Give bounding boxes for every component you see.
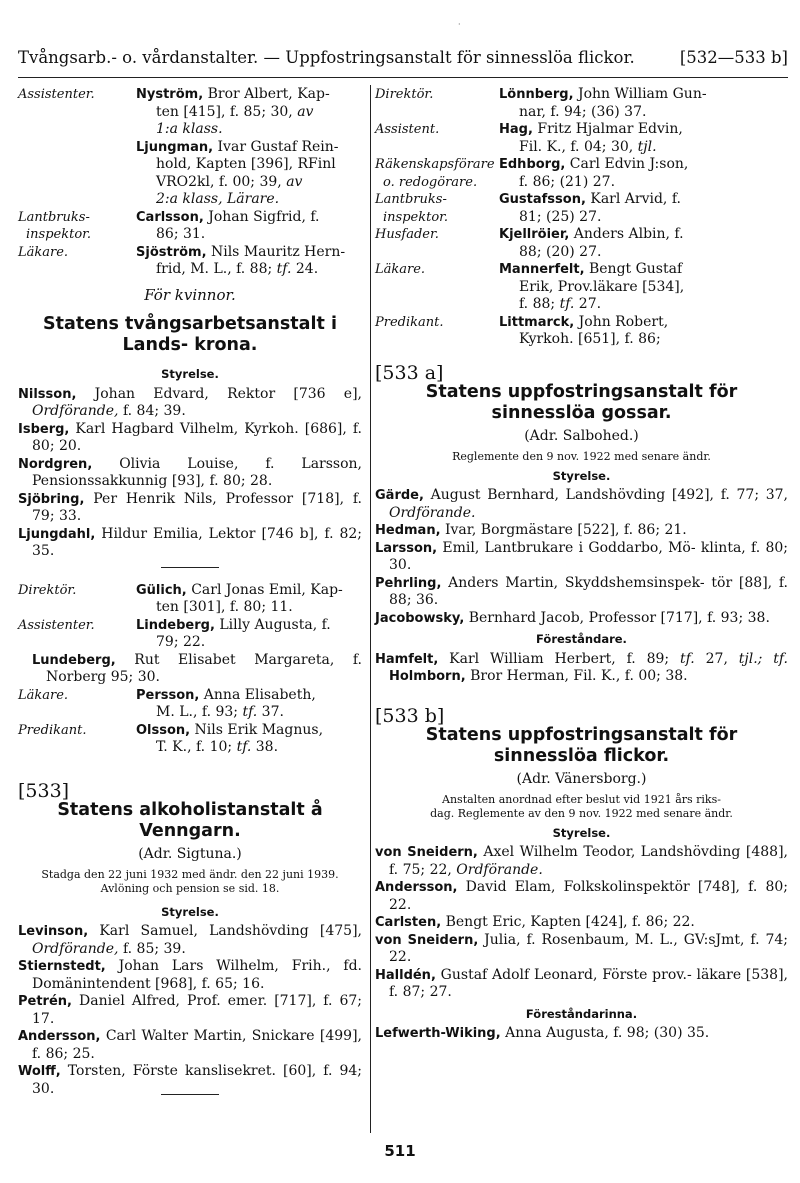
- lantbruk-row: Lantbruks- inspektor. Carlsson, Johan Sigfrid, f. 86; 31.: [18, 208, 320, 242]
- r-lakare-row: Läkare. Mannerfelt, Bengt Gustaf Erik, Prov.läkare [534], f. 88; tf. 27.: [375, 261, 685, 312]
- assistenter2-row: Assistenter. Lindeberg, Lilly Augusta, f. 79; 22.: [18, 616, 331, 650]
- name-nilsson: Nilsson,: [18, 386, 77, 402]
- name-nordgren: Nordgren,: [18, 456, 93, 472]
- name-gustafsson: Gustafsson,: [499, 192, 586, 207]
- r-direktor-row: Direktör. Lönnberg, John William Gun- nar, f. 94; (36) 37.: [375, 86, 707, 120]
- name-sjobring: Sjöbring,: [18, 491, 85, 507]
- name-littmarck: Littmarck,: [499, 314, 575, 330]
- name-andersson-david: Andersson,: [375, 880, 458, 895]
- vanersborg-note-1: Anstalten anordnad efter beslut vid 1921 års riks-: [442, 792, 721, 806]
- predikant-row: Predikant. Olsson, Nils Erik Magnus, T. K., f. 10; tf. 38.: [18, 721, 324, 755]
- forestandare-heading: Föreståndare.: [536, 632, 627, 646]
- right-column: Direktör. Lönnberg, John William Gun- nar, f. 94; (36) 37. Assistent. Hag, Fritz Hjalmar Edvin, Fil. K., f. 04; 30, tjl. Räkenskapsförare o. redogörare. Edhborg, Carl Edvin J:son, f. 86; (21) 27. Lantbruks- inspektor. Gustafsson, Karl Arvid, f. 81; (25) 27. Husfader. Kjellröier, Anders Albin, f. 88; (20) 27. Läkare. Mannerfelt, Bengt Gustaf Erik, Prov.läkare [534], f. 88; tf. 27. Predikant. Littmarck, John Robert, Kyrkoh. [651], f. 86; [533 a] Statens uppfostringsanstalt för sinnesslöa gossar. (Adr. Salbohed.) Reglemente den 9 nov. 1922 med senare ändr. Styrelse. Gärde, August Bernhard, Landshövding [492], f. 77; 37, Ordförande. Hedman, Ivar, Borgmästare [522], f. 86; 21. Larsson, Emil, Lantbrukare i Goddarbo, Mö- klinta, f. 80; 30. Pehrling, Anders Martin, Skyddshemsinspek- tör [88], f. 88; 36. Jacobowsky, Bernhard Jacob, Professor [717], f. 93; 38. Föreståndare. Hamfelt, Karl William Herbert, f. 89; tf. 27, tjl.; tf. Holmborn, Bror Herman, Fil. K., f. 00; 38. [533 b] Statens uppfostringsanstalt för sinnesslöa flickor. (Adr. Vänersborg.) Anstalten anordnad efter beslut vid 1921 års riks- dag. Reglemente av den 9 nov. 1922 med senare ändr. Styrelse. von Sneidern, Axel Wilhelm Teodor, Landshövding [488], f. 75; 22, Ordförande. Andersson, David Elam, Folkskolinspektör [748], f. 80; 22. Carlsten, Bengt Eric, Kapten [424], f. 86; 22. von Sneidern, Julia, f. Rosenbaum, M. L., GV:sJmt, f. 74; 22. Halldén, Gustaf Adolf Leonard, Förste prov.- läkare [538], f. 87; 27. Föreståndarinna. Lefwerth-Wiking, Anna Augusta, f. 98; (30) 35.: [375, 86, 789, 1041]
- name-jacobowsky: Jacobowsky,: [375, 610, 465, 626]
- vanersborg-title: Statens uppfostringsanstalt för sinnesslöa flickor.: [425, 725, 738, 766]
- label-r-assistent: Assistent.: [375, 122, 440, 137]
- name-wolff: Wolff,: [18, 1064, 61, 1079]
- name-von-sneidern-axel: von Sneidern,: [375, 845, 478, 860]
- name-holmborn: Holmborn,: [389, 669, 466, 684]
- speck-mark: ·: [458, 20, 461, 29]
- name-carlsten: Carlsten,: [375, 915, 442, 930]
- label-predikant: Predikant.: [18, 722, 87, 738]
- venngarn-note-2: Avlöning och pension se sid. 18.: [100, 881, 280, 895]
- name-lefwerth-wiking: Lefwerth-Wiking,: [375, 1026, 501, 1041]
- assistenter-entries: Nyström, Bror Albert, Kap- ten [415], f. 85; 30, av 1:a klass. Ljungman, Ivar Gustaf Rein- hold, Kapten [396], RFinl VRO2kl, f. 00; 39, av 2:a klass, Lärare.: [136, 86, 339, 207]
- name-olsson: Olsson,: [136, 722, 191, 738]
- name-kjellroier: Kjellröier,: [499, 227, 570, 242]
- venngarn-address: (Adr. Sigtuna.): [138, 846, 242, 862]
- name-lonnberg: Lönnberg,: [499, 87, 574, 102]
- name-sjostrom: Sjöström,: [136, 244, 207, 260]
- label-lakare: Läkare.: [18, 244, 69, 260]
- salbohed-title: Statens uppfostringsanstalt för sinnesslöa gossar.: [425, 382, 738, 423]
- name-isberg: Isberg,: [18, 421, 70, 437]
- r-lantbruk-row: Lantbruks- inspektor. Gustafsson, Karl Arvid, f. 81; (25) 27.: [375, 191, 681, 225]
- label-lakare-2: Läkare.: [18, 687, 69, 703]
- styrelse-heading-venngarn: Styrelse.: [161, 904, 219, 919]
- vanersborg-note-2: dag. Reglemente av den 9 nov. 1922 med senare ändr.: [430, 806, 733, 820]
- header-rule: [18, 77, 788, 78]
- label-rakenskapsforare: Räkenskapsförare o. redogörare.: [375, 157, 495, 190]
- name-nystrom: Nyström,: [136, 87, 204, 102]
- label-direktor: Direktör.: [18, 582, 77, 598]
- page-number: 511: [384, 1142, 416, 1160]
- name-mannerfelt: Mannerfelt,: [499, 262, 585, 277]
- separator: [161, 567, 219, 568]
- name-hedman: Hedman,: [375, 523, 441, 538]
- name-larsson: Larsson,: [375, 540, 438, 556]
- name-garde: Gärde,: [375, 488, 424, 503]
- styrelse-heading-vanersborg: Styrelse.: [552, 825, 611, 840]
- venngarn-title: Statens alkoholistanstalt å Venngarn.: [57, 800, 323, 841]
- salbohed-note: Reglemente den 9 nov. 1922 med senare ändr.: [452, 449, 711, 463]
- name-persson: Persson,: [136, 687, 200, 703]
- forestandarinna-heading: Föreståndarinna.: [525, 1006, 638, 1021]
- name-levinson: Levinson,: [18, 924, 89, 939]
- label-lantbruksinspektor: Lantbruks- inspektor.: [18, 209, 92, 242]
- column-divider: [370, 85, 371, 1133]
- styrelse-heading-salbohed: Styrelse.: [552, 468, 611, 483]
- label-r-lakare: Läkare.: [375, 262, 426, 277]
- name-lundeberg: Lundeberg,: [32, 652, 116, 668]
- header-title: Tvångsarb.- o. vårdanstalter. — Uppfostringsanstalt för sinnesslöa flickor.: [18, 48, 635, 67]
- name-stiernstedt: Stiernstedt,: [18, 959, 106, 974]
- name-edhborg: Edhborg,: [499, 157, 566, 172]
- for-kvinnor-heading: För kvinnor.: [144, 285, 236, 304]
- r-assistent-row: Assistent. Hag, Fritz Hjalmar Edvin, Fil. K., f. 04; 30, tjl.: [375, 121, 683, 155]
- name-carlsson: Carlsson,: [136, 209, 204, 225]
- name-hag: Hag,: [499, 122, 533, 137]
- name-petren: Petrén,: [18, 994, 72, 1009]
- r-rakenskap-row: Räkenskapsförare o. redogörare. Edhborg, Carl Edvin J:son, f. 86; (21) 27.: [375, 156, 689, 190]
- name-ljungman: Ljungman,: [136, 139, 214, 155]
- vanersborg-address: (Adr. Vänersborg.): [516, 771, 647, 787]
- label-assistenter: Assistenter.: [18, 87, 95, 102]
- assistenter-row: [18, 86, 362, 209]
- label-r-lantbruksinspektor: Lantbruks- inspektor.: [375, 192, 449, 225]
- r-husfader-row: Husfader. Kjellröier, Anders Albin, f. 88; (20) 27.: [375, 226, 684, 260]
- separator-2: [161, 1094, 219, 1095]
- lakare-row: Läkare. Sjöström, Nils Mauritz Hern- frid, M. L., f. 88; tf. 24.: [18, 243, 346, 277]
- label-assistenter-2: Assistenter.: [18, 617, 95, 633]
- name-pehrling: Pehrling,: [375, 575, 442, 591]
- styrelse-heading-landskrona: Styrelse.: [161, 367, 219, 381]
- venngarn-note-1: Stadga den 22 juni 1932 med ändr. den 22 juni 1939.: [41, 867, 339, 881]
- lakare2-row: Läkare. Persson, Anna Elisabeth, M. L., f. 93; tf. 37.: [18, 686, 316, 720]
- name-von-sneidern-julia: von Sneidern,: [375, 932, 479, 948]
- label-r-predikant: Predikant.: [375, 314, 444, 330]
- running-header: [18, 48, 788, 67]
- name-lindeberg: Lindeberg,: [136, 617, 215, 633]
- name-hamfelt: Hamfelt,: [375, 651, 439, 667]
- r-predikant-row: Predikant. Littmarck, John Robert, Kyrkoh. [651], f. 86;: [375, 313, 669, 347]
- name-hallden: Halldén,: [375, 967, 436, 983]
- salbohed-address: (Adr. Salbohed.): [524, 428, 639, 444]
- landskrona-title: Statens tvångsarbetsanstalt i Lands- krona.: [43, 314, 337, 355]
- name-ljungdahl: Ljungdahl,: [18, 526, 96, 542]
- section-number-533a: [533 a]: [375, 361, 444, 384]
- name-gulich: Gülich,: [136, 582, 187, 598]
- left-column: Assistenter. Nyström, Bror Albert, Kap- ten [415], f. 85; 30, av 1:a klass. Ljungman, Ivar Gustaf Rein- hold, Kapten [396], RFinl VRO2kl, f. 00; 39, av 2:a klass, Lärare. Lantbruks- inspektor. Carlsson, Johan Sigfrid, f. 86; 31. Läkare. Sjöström, Nils Mauritz Hern- frid, M. L., f. 88; tf. 24. För kvinnor. Statens tvångsarbetsanstalt i Lands- krona. Styrelse. Nilsson, Johan Edvard, Rektor [736 e], Ordförande, f. 84; 39. Isberg, Karl Hagbard Vilhelm, Kyrkoh. [686], f. 80; 20. Nordgren, Olivia Louise, f. Larsson, Pensionssakkunnig [93], f. 80; 28. Sjöbring, Per Henrik Nils, Professor [718], f. 79; 33. Ljungdahl, Hildur Emilia, Lektor [746 b], f. 82; 35. Direktör. Gülich, Carl Jonas Emil, Kap- ten [301], f. 80; 11. Assistenter. Lindeberg, Lilly Augusta, f. 79; 22. Lundeberg, Rut Elisabet Margareta, f. Norberg 95; 30. Läkare. Persson, Anna Elisabeth, M. L., f. 93; tf. 37. Predikant. Olsson, Nils Erik Magnus, T. K., f. 10; tf. 38. [533] Statens alkoholistanstalt å Venngarn. (Adr. Sigtuna.) Stadga den 22 juni 1932 med ändr. den 22 juni 1939. Avlöning och pension se sid. 18. Styrelse. Levinson, Karl Samuel, Landshövding [475], Ordförande, f. 85; 39. Stiernstedt, Johan Lars Wilhelm, Frih., fd. Domänintendent [968], f. 65; 16. Petrén, Daniel Alfred, Prof. emer. [717], f. 67; 17. Andersson, Carl Walter Martin, Snickare [499], f. 86; 25. Wolff, Torsten, Förste kanslisekret. [60], f. 94; 30.: [18, 86, 362, 1097]
- direktor-row: Direktör. Gülich, Carl Jonas Emil, Kap- ten [301], f. 80; 11.: [18, 581, 343, 615]
- section-number-533: [533]: [18, 779, 70, 802]
- section-number-533b: [533 b]: [375, 704, 445, 727]
- label-husfader: Husfader.: [375, 227, 439, 242]
- header-page-range: [532—533 b]: [679, 48, 788, 67]
- name-andersson-carl: Andersson,: [18, 1029, 101, 1044]
- label-r-direktor: Direktör.: [375, 87, 434, 102]
